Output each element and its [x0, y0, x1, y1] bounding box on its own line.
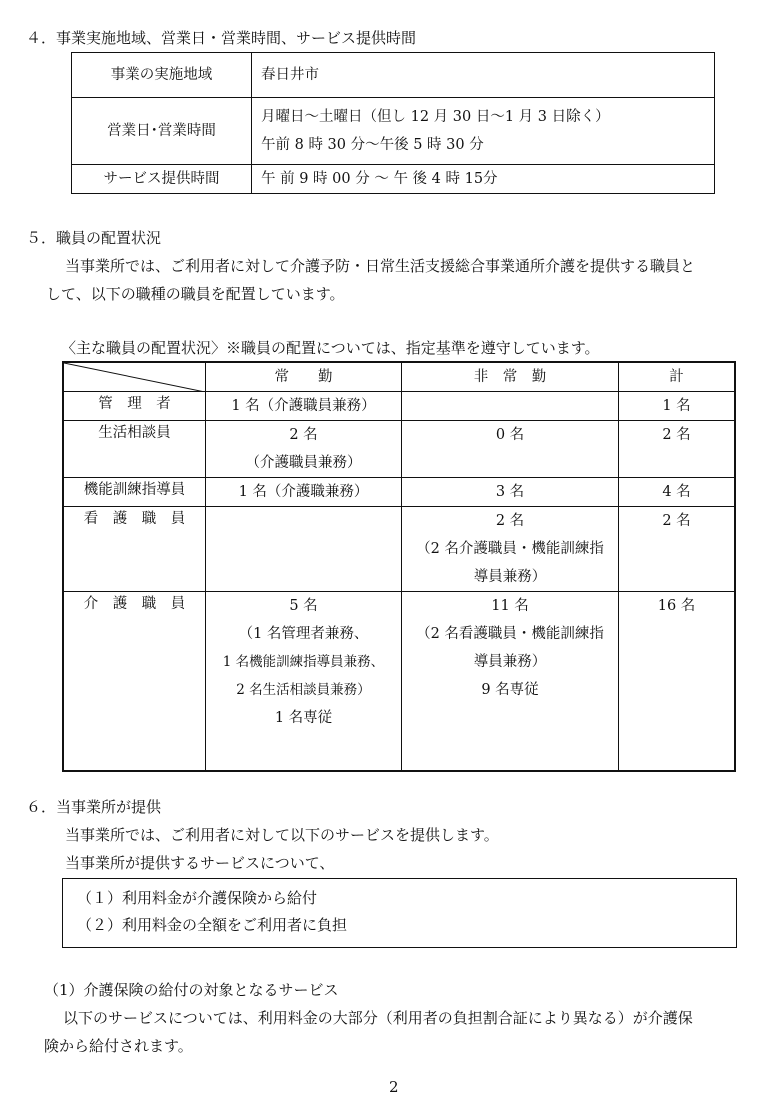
total-cell: 2 名: [619, 506, 736, 591]
column-header-fulltime: 常 勤: [206, 362, 402, 391]
section6-line1: 当事業所では、ご利用者に対して以下のサービスを提供します。: [65, 826, 499, 844]
section6-subheading: （1）介護保険の給付の対象となるサービス: [44, 981, 339, 999]
column-header-parttime: 非 常 勤: [402, 362, 619, 391]
fulltime-cell: 1 名（介護職員兼務）: [206, 391, 402, 420]
parttime-cell: 0 名: [402, 420, 619, 477]
role-cell: 生活相談員: [63, 420, 206, 477]
table-row: [63, 591, 735, 771]
fulltime-cell: 2 名 （介護職員兼務）: [206, 420, 402, 477]
service-type-box: [62, 878, 737, 948]
row-value: 春日井市: [252, 53, 715, 98]
total-cell: 1 名: [619, 391, 736, 420]
role-cell: 介 護 職 員: [63, 591, 206, 771]
row-value: 月曜日～土曜日（但し 12 月 30 日～1 月 3 日除く） 午前 8 時 30 分～午後 5 時 30 分: [252, 98, 715, 165]
total-cell: 4 名: [619, 477, 736, 506]
section4-heading: ４．事業実施地域、営業日・営業時間、サービス提供時間: [26, 29, 417, 47]
section6-heading: ６．当事業所が提供: [26, 798, 162, 816]
table-row: [72, 53, 715, 98]
table-row: [72, 165, 715, 194]
business-hours-table: [71, 52, 715, 194]
role-cell: 看 護 職 員: [63, 506, 206, 591]
row-label: 事業の実施地域: [72, 53, 252, 98]
table-row: [63, 477, 735, 506]
staff-table: [62, 361, 736, 772]
column-header-total: 計: [619, 362, 736, 391]
fulltime-cell: [206, 506, 402, 591]
diagonal-header-cell: [63, 362, 206, 391]
section5-heading: ５．職員の配置状況: [26, 229, 162, 247]
role-cell: 管 理 者: [63, 391, 206, 420]
table-row: [63, 420, 735, 477]
table-row: [63, 506, 735, 591]
parttime-cell: 11 名 （2 名看護職員・機能訓練指 導員兼務） 9 名専従: [402, 591, 619, 771]
row-value: 午 前 9 時 00 分 ～ 午 後 4 時 15分: [252, 165, 715, 194]
service-type-item-1: （１）利用料金が介護保険から給付: [77, 889, 318, 907]
total-cell: 16 名: [619, 591, 736, 771]
table-header-row: [63, 362, 735, 391]
section5-paragraph-line1: 当事業所では、ご利用者に対して介護予防・日常生活支援総合事業通所介護を提供する職員と: [65, 257, 696, 275]
section5-paragraph-line2: して、以下の職種の職員を配置しています。: [46, 285, 345, 303]
table-row: [63, 391, 735, 420]
parttime-cell: 2 名 （2 名介護職員・機能訓練指 導員兼務）: [402, 506, 619, 591]
table-row: [72, 98, 715, 165]
section6-paragraph-line1: 以下のサービスについては、利用料金の大部分（利用者の負担割合証により異なる）が介護保: [63, 1009, 693, 1027]
service-type-item-2: （２）利用料金の全額をご利用者に負担: [77, 916, 348, 934]
parttime-cell: [402, 391, 619, 420]
section6-paragraph-line2: 険から給付されます。: [44, 1037, 193, 1055]
staff-table-caption: 〈主な職員の配置状況〉※職員の配置については、指定基準を遵守しています。: [61, 339, 600, 357]
parttime-cell: 3 名: [402, 477, 619, 506]
row-label: 営業日･営業時間: [72, 98, 252, 165]
row-label: サービス提供時間: [72, 165, 252, 194]
fulltime-cell: 5 名 （1 名管理者兼務、 1 名機能訓練指導員兼務、 2 名生活相談員兼務） 1 名専従: [206, 591, 402, 771]
role-cell: 機能訓練指導員: [63, 477, 206, 506]
page-number: 2: [389, 1078, 399, 1096]
total-cell: 2 名: [619, 420, 736, 477]
section6-line2: 当事業所が提供するサービスについて、: [65, 854, 335, 872]
fulltime-cell: 1 名（介護職兼務）: [206, 477, 402, 506]
